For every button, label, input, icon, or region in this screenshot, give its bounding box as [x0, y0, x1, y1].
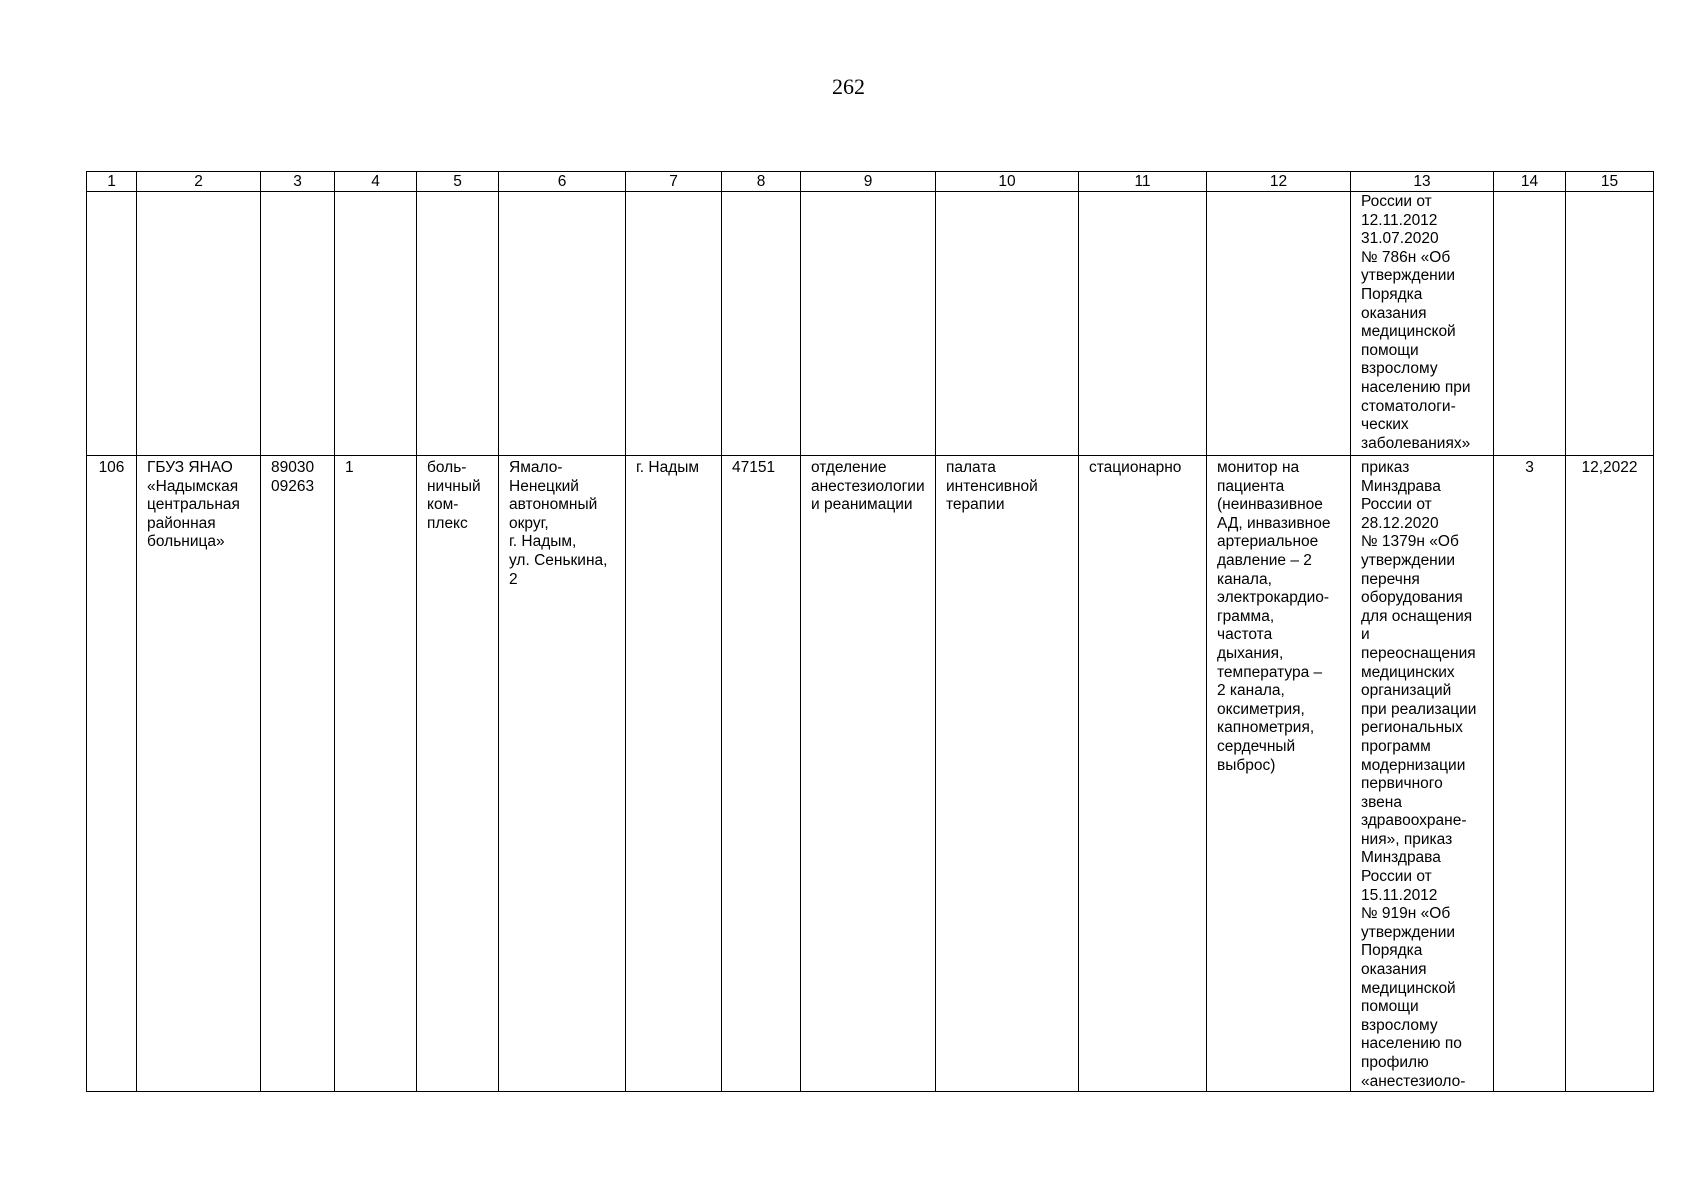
- table-cell: [1207, 192, 1351, 456]
- column-number: 7: [626, 172, 722, 192]
- table-cell: г. Надым: [626, 456, 722, 1092]
- regulation-cell: приказ Минздрава России от 28.12.2020 № 1379н «Об утверждении перечня оборудования для оснащения и переоснащения медицинских организаций при реализации региональных программ модернизации первичного звена здравоохране- ния», приказ Минздрава России от 15.11.2012 № 919н «Об утверждении Порядка оказания медицинской помощи взрослому населению по профилю «анестезиоло-: [1351, 456, 1494, 1092]
- table-cell: [335, 192, 417, 456]
- table-cell: 89030 09263: [261, 456, 335, 1092]
- table-cell: стационарно: [1079, 456, 1207, 1092]
- address-cell: Ямало- Ненецкий автономный округ, г. Надым, ул. Сенькина, 2: [499, 456, 626, 1092]
- table-cell: 3: [1494, 456, 1566, 1092]
- table-cell: [87, 192, 137, 456]
- department-cell: отделение анестезиологии и реанимации: [801, 456, 936, 1092]
- column-number: 11: [1079, 172, 1207, 192]
- column-number: 13: [1351, 172, 1494, 192]
- table-cell: [499, 192, 626, 456]
- column-number-row: [87, 172, 1654, 192]
- column-number: 2: [137, 172, 261, 192]
- column-number: 6: [499, 172, 626, 192]
- table-cell: [417, 192, 499, 456]
- column-number: 4: [335, 172, 417, 192]
- table-cell: [261, 192, 335, 456]
- equipment-cell: монитор на пациента (неинвазивное АД, инвазивное артериальное давление – 2 канала, электрокардио- грамма, частота дыхания, температура – 2 канала, оксиметрия, капнометрия, сердечный выброс): [1207, 456, 1351, 1092]
- column-number: 3: [261, 172, 335, 192]
- table-cell: [936, 192, 1079, 456]
- table-row: [87, 456, 1654, 1092]
- organization-cell: ГБУЗ ЯНАО «Надымская центральная районная больница»: [137, 456, 261, 1092]
- data-table: [86, 171, 1654, 1092]
- table-cell: 1: [335, 456, 417, 1092]
- table-cell: [1079, 192, 1207, 456]
- column-number: 14: [1494, 172, 1566, 192]
- column-number: 9: [801, 172, 936, 192]
- table-cell: [722, 192, 801, 456]
- column-number: 1: [87, 172, 137, 192]
- table-cell: палата интенсивной терапии: [936, 456, 1079, 1092]
- table-row: [87, 192, 1654, 456]
- table-cell: [1566, 192, 1654, 456]
- table-cell: 47151: [722, 456, 801, 1092]
- table-cell: [1494, 192, 1566, 456]
- column-number: 10: [936, 172, 1079, 192]
- column-number: 12: [1207, 172, 1351, 192]
- column-number: 15: [1566, 172, 1654, 192]
- row-number-cell: 106: [87, 456, 137, 1092]
- table-cell: [801, 192, 936, 456]
- table-cell: России от 12.11.2012 31.07.2020 № 786н «Об утверждении Порядка оказания медицинской помощи взрослому населению при стоматологи- ческих заболеваниях»: [1351, 192, 1494, 456]
- table-cell: [137, 192, 261, 456]
- table-cell: боль- ничный ком- плекс: [417, 456, 499, 1092]
- column-number: 5: [417, 172, 499, 192]
- column-number: 8: [722, 172, 801, 192]
- page-number: 262: [832, 74, 865, 99]
- table-cell: [626, 192, 722, 456]
- table-cell: 12,2022: [1566, 456, 1654, 1092]
